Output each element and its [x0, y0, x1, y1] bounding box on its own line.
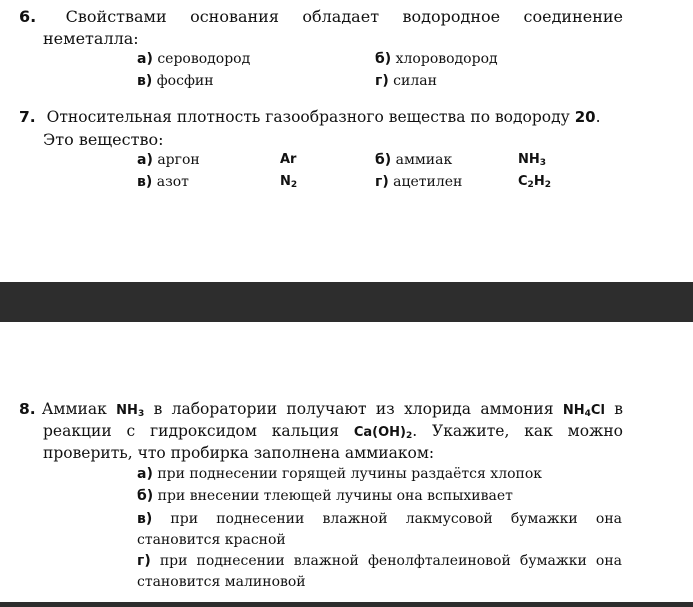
q7-line1: 7. Относительная плотность газообразного вещества по водороду 20. — [19, 108, 601, 126]
q8-option-a: а) при поднесении горящей лучины раздаётся хлопок — [137, 466, 543, 482]
q7-option-b: б) аммиак — [375, 152, 453, 168]
q6-line1 — [19, 6, 623, 27]
q8-option-d: г) при поднесении влажной фенолфталеиновой бумажки она становится малиновой — [137, 553, 622, 590]
q6-word: основания — [190, 7, 279, 26]
q6-option-b: б) хлороводород — [375, 51, 498, 67]
q8-formula-nh3: $NH_3$ — [116, 403, 145, 419]
q7-option-a: а) аргон — [137, 152, 200, 168]
q7-line2: Это вещество: — [43, 130, 164, 149]
q6-word: Свойствами — [65, 7, 167, 26]
q8-line3: проверить, что пробирка заполнена аммиаком: — [43, 444, 435, 462]
q8-option-b: б) при внесении тлеющей лучины она вспыхивает — [137, 488, 513, 504]
q6-option-c: в) фосфин — [137, 73, 214, 89]
q7-option-c: в) азот — [137, 174, 189, 190]
q7-formula-d: $C_2H_2$ — [518, 174, 551, 190]
q6-word: водородное — [402, 7, 501, 26]
q7-formula-c: $N_2$ — [280, 174, 298, 190]
q7-number: 7. — [19, 108, 36, 126]
q8-number: 8. — [19, 400, 36, 418]
q8-line1: 8. Аммиак $NH_3$ в лаборатории получают из хлорида аммония $NH_4Cl$ в — [19, 400, 623, 419]
q6-word: обладает — [302, 7, 380, 26]
q8-option-c: в) при поднесении влажной лакмусовой бумажки она становится красной — [137, 511, 622, 548]
page-bottom-edge — [0, 602, 693, 607]
q7-formula-b: $NH_3$ — [518, 152, 547, 168]
q6-line2: неметалла: — [43, 29, 139, 48]
q7-option-d: г) ацетилен — [375, 174, 463, 190]
q8-line2: реакции с гидроксидом кальция $Ca(OH)_2$. Укажите, как можно — [43, 422, 623, 441]
q8-formula-caoh2: $Ca(OH)_2$ — [353, 425, 413, 441]
q6-word: соединение — [523, 7, 624, 26]
page-gap — [0, 282, 693, 322]
q7-density-value: 20 — [574, 108, 596, 126]
q7-formula-a: Ar — [280, 152, 297, 167]
q8-formula-nh4cl: $NH_4Cl$ — [562, 403, 605, 419]
q6-option-a: а) сероводород — [137, 51, 251, 67]
q6-number: 6. — [19, 7, 37, 26]
q6-option-d: г) силан — [375, 73, 437, 89]
